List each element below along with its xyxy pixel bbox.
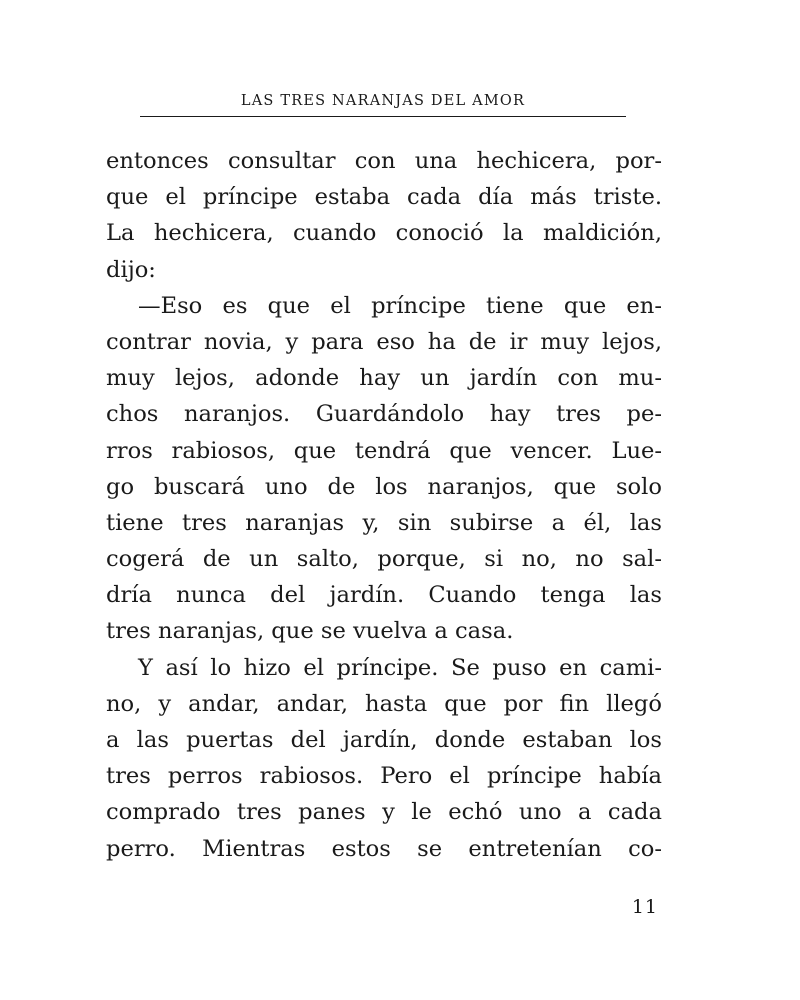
text-line: cogerá de un salto, porque, si no, no sal- bbox=[106, 546, 662, 573]
text-line: go buscará uno de los naranjos, que solo bbox=[106, 473, 662, 500]
header-rule bbox=[140, 116, 626, 117]
text-line: tiene tres naranjas y, sin subirse a él, las bbox=[106, 509, 662, 536]
text-line: que el príncipe estaba cada día más triste. bbox=[106, 184, 662, 211]
text-line: La hechicera, cuando conoció la maldición, bbox=[106, 220, 662, 247]
text-line: no, y andar, andar, hasta que por fin llegó bbox=[106, 690, 662, 717]
body-text bbox=[106, 143, 662, 867]
text-line: tres perros rabiosos. Pero el príncipe había bbox=[106, 763, 662, 790]
text-line: Y así lo hizo el príncipe. Se puso en cami- bbox=[138, 654, 662, 681]
text-line: contrar novia, y para eso ha de ir muy lejos, bbox=[106, 328, 662, 355]
text-line: chos naranjos. Guardándolo hay tres pe- bbox=[106, 401, 662, 428]
text-line: comprado tres panes y le echó uno a cada bbox=[106, 799, 662, 826]
text-line: —Eso es que el príncipe tiene que en- bbox=[138, 292, 662, 319]
text-line: muy lejos, adonde hay un jardín con mu- bbox=[106, 365, 662, 392]
text-line: a las puertas del jardín, donde estaban los bbox=[106, 727, 662, 753]
text-line: dría nunca del jardín. Cuando tenga las bbox=[106, 582, 662, 609]
text-line: entonces consultar con una hechicera, por- bbox=[106, 148, 662, 174]
text-line: tres naranjas, que se vuelva a casa. bbox=[106, 618, 514, 645]
page-number: 11 bbox=[631, 896, 658, 918]
text-line: rros rabiosos, que tendrá que vencer. Lue- bbox=[106, 437, 662, 464]
text-line: dijo: bbox=[106, 256, 156, 283]
text-line: perro. Mientras estos se entretenían co- bbox=[106, 835, 662, 862]
running-header: LAS TRES NARANJAS DEL AMOR bbox=[240, 93, 526, 109]
